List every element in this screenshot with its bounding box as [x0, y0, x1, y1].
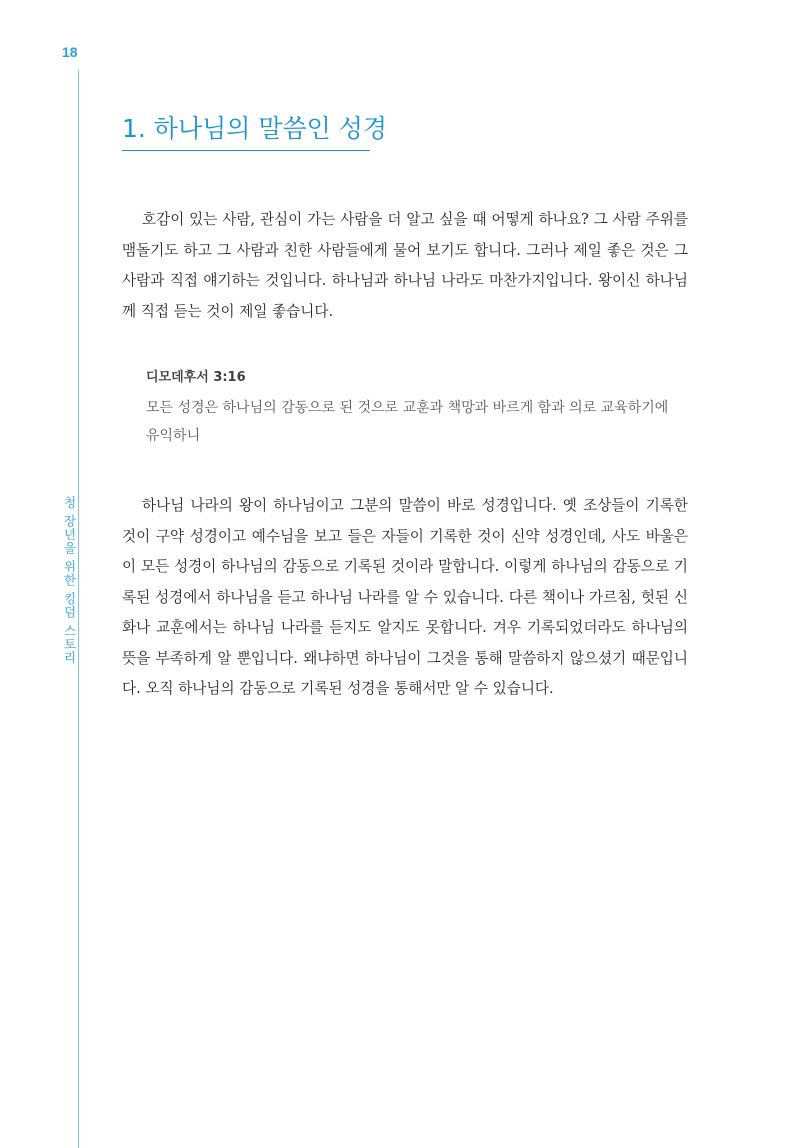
quote-reference: 디모데후서 3:16 — [146, 370, 246, 385]
quote-text: 모든 성경은 하나님의 감동으로 된 것으로 교훈과 책망과 바르게 함과 의로 교육하기에 유익하니 — [146, 400, 669, 444]
running-header-vertical: 청 장년을 위한 킹덤 스토리 — [62, 496, 77, 665]
body-paragraph-2: 하나님 나라의 왕이 하나님이고 그분의 말씀이 바로 성경입니다. 옛 조상들이 기록한 것이 구약 성경이고 예수님을 보고 들은 자들이 기록한 것이 신약 성경인데, 사도 바울은 이 모든 성경이 하나님의 감동으로 기록된 것이라 말합니다. 이렇게 하나님의 감동으로 기록된 성경에서 하나님을 듣고 하나님 나라를 알 수 있습니다. 다른 책이나 가르침, 헛된 신화나 교훈에서는 하나님 나라를 듣지도 알지도 못합니다. 겨우 기록되었더라도 하나님의 뜻을 부족하게 알 뿐입니다. 왜냐하면 하나님이 그것을 통해 말씀하지 않으셨기 때문입니다. 오직 하나님의 감동으로 기록된 성경을 통해서만 알 수 있습니다. — [122, 497, 688, 697]
page-number: 18 — [62, 44, 78, 60]
scripture-quote — [146, 368, 686, 450]
section-title: 1. 하나님의 말씀인 성경 — [122, 114, 388, 143]
body-paragraph-1: 호감이 있는 사람, 관심이 가는 사람을 더 알고 싶을 때 어떻게 하나요? 그 사람 주위를 맴돌기도 하고 그 사람과 친한 사람들에게 물어 보기도 합니다. 그러나 제일 좋은 것은 그 사람과 직접 얘기하는 것입니다. 하나님과 하나님 나라도 마찬가지입니다. 왕이신 하나님께 직접 듣는 것이 제일 좋습니다. — [122, 211, 688, 320]
title-underline — [122, 150, 370, 151]
margin-rule — [78, 70, 79, 1148]
